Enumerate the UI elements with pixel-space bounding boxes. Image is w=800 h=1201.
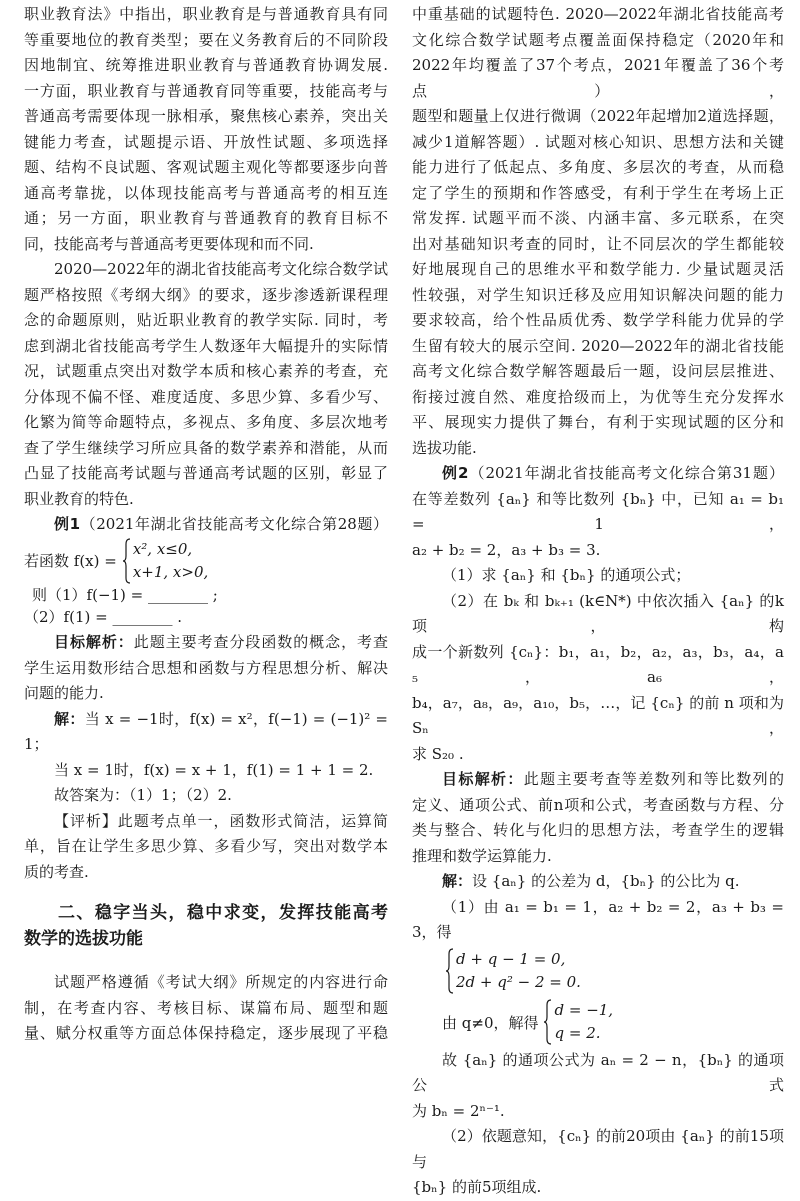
text-line xyxy=(412,206,784,232)
line-text: 当 x = −1时，f(x) = x²，f(−1) = (−1)² = 1； xyxy=(24,709,388,753)
text-line xyxy=(412,1124,784,1175)
text-line xyxy=(412,793,784,819)
line-text: 好地展现自己的思维水平和数学能力. 少量试题灵活 xyxy=(412,260,784,278)
text-line xyxy=(24,487,388,513)
text-line xyxy=(412,410,784,436)
text-line xyxy=(24,28,388,54)
text-line xyxy=(24,79,388,105)
paragraph xyxy=(412,1124,784,1201)
line-text: 念的命题原则，贴近职业教育的教学实际. 同时，考 xyxy=(24,311,388,329)
line-text: 减少1道解答题）. 试题对核心知识、思想方法和关键 xyxy=(412,132,784,151)
line-text: 此题主要考查分段函数的概念，考查 xyxy=(133,633,388,651)
text-line xyxy=(24,206,388,232)
text-line xyxy=(24,308,388,334)
example-title xyxy=(412,461,784,487)
paragraph xyxy=(24,970,388,1047)
line-text: 查了学生继续学习所应具备的数学素养和潜能，从而 xyxy=(24,438,388,457)
text-line xyxy=(412,844,784,870)
text-line xyxy=(24,385,388,411)
formula-suffix: 则（1）f(−1) = ________ ; xyxy=(32,585,218,604)
formula-case: d = −1, xyxy=(554,1001,614,1019)
text-line xyxy=(24,181,388,207)
text-line xyxy=(24,834,388,860)
line-text: 数学的选拔功能 xyxy=(24,928,143,949)
text-line xyxy=(24,512,388,538)
line-text: （2）依题意知，{cₙ} 的前20项由 {aₙ} 的前15项与 xyxy=(412,1127,784,1171)
formula-cases xyxy=(554,999,613,1045)
paragraph xyxy=(412,563,784,589)
line-text: 出对基础知识考查的同时，让不同层次的学生都能较 xyxy=(412,234,784,253)
paragraph xyxy=(24,257,388,512)
line-text: 平、展现实力提供了舞台，有利于实现试题的区分和 xyxy=(412,413,784,431)
line-text: 生留有较大的展示空间. 2020—2022年的湖北省技能 xyxy=(412,336,784,355)
text-line xyxy=(412,1048,784,1099)
text-line xyxy=(412,436,784,462)
line-text: （2）在 bₖ 和 bₖ₊₁ (k∈N*) 中依次插入 {aₙ} 的k项，构 xyxy=(412,591,784,635)
text-line xyxy=(24,53,388,79)
text-line xyxy=(24,809,388,835)
text-line xyxy=(24,283,388,309)
line-text: 虑到湖北省技能高考学生人数逐年大幅提升的实际情 xyxy=(24,336,388,355)
line-text: 题型和题量上仅进行微调（2022年起增加2道选择题， xyxy=(412,107,784,125)
text-line xyxy=(24,860,388,886)
text-line xyxy=(412,53,784,104)
line-text: 故 {aₙ} 的通项公式为 aₙ = 2 − n，{bₙ} 的通项公式 xyxy=(412,1050,784,1094)
formula-prefix: 若函数 f(x) = xyxy=(24,552,117,570)
text-line xyxy=(412,28,784,54)
text-line xyxy=(412,130,784,156)
formula-case: x+1, x>0, xyxy=(132,562,209,581)
formula-case: x², x≤0, xyxy=(132,539,193,558)
text-line xyxy=(24,901,388,927)
paragraph xyxy=(24,630,388,707)
text-line xyxy=(24,359,388,385)
line-text: 试题严格遵循《考试大纲》所规定的内容进行命 xyxy=(54,973,388,991)
formula-cases xyxy=(456,948,581,994)
line-text: 能力进行了低起点、多角度、多层次的考查，从而稳 xyxy=(412,158,784,176)
equation-system xyxy=(412,946,784,997)
right-column xyxy=(412,2,784,1201)
example-title xyxy=(24,512,388,538)
line-text: 文化综合数学试题考点覆盖面保持稳定（2020年和 xyxy=(412,30,784,49)
line-text: 类与整合、转化与化归的思想方法，考查学生的逻辑 xyxy=(412,821,784,839)
text-line xyxy=(412,487,784,538)
brace-icon xyxy=(543,999,552,1045)
text-line xyxy=(24,927,388,953)
brace-icon xyxy=(445,948,454,994)
line-text: 职业教育的特色. xyxy=(24,489,134,508)
line-text: 因地制宜、统筹推进职业教育与普通教育协调发展. xyxy=(24,56,388,74)
line-text: 通高考靠拢，以体现技能高考与普通高考的相互连 xyxy=(24,183,388,202)
text-line xyxy=(412,589,784,640)
text-line xyxy=(24,681,388,707)
line-text: 选拔功能. xyxy=(412,438,477,457)
line-text: b₄，a₇，a₈，a₉，a₁₀，b₅，…，记 {cₙ} 的前 n 项和为 Sₙ， xyxy=(412,693,784,737)
text-line xyxy=(412,385,784,411)
line-text: 通；另一方面，职业教育与普通教育的教育目标不 xyxy=(24,209,388,227)
paragraph xyxy=(24,758,388,784)
line-text: 求 S₂₀ . xyxy=(412,744,464,763)
text-line xyxy=(412,895,784,946)
line-text: 化繁为简等命题特点，多视点、多角度、多层次地考 xyxy=(24,413,388,431)
line-text: 常发挥. 试题平而不淡、内涵丰富、多元联系，在突 xyxy=(412,209,784,227)
line-text: 题、结构不良试题、客观试题主观化等都要逐步向普 xyxy=(24,158,388,176)
text-line xyxy=(24,630,388,656)
text-line xyxy=(412,2,784,28)
line-text: 一方面，职业教育与普通教育同等重要，技能高考与 xyxy=(24,81,388,100)
brace-icon xyxy=(122,538,131,584)
paragraph xyxy=(412,895,784,946)
text-line xyxy=(24,656,388,682)
text-line xyxy=(412,563,784,589)
line-text: 定义、通项公式、前n项和公式，考查函数与方程、分 xyxy=(412,795,784,814)
text-line xyxy=(412,461,784,487)
line-text: 为 bₙ = 2ⁿ⁻¹. xyxy=(412,1101,505,1120)
formula-case: d + q − 1 = 0, xyxy=(456,950,566,968)
text-line xyxy=(24,2,388,28)
line-text: 定了学生的预期和作答感受，有利于学生在考场上正 xyxy=(412,183,784,202)
section-heading xyxy=(24,901,388,952)
line-text: （2）f(1) = ________ . xyxy=(24,607,182,626)
line-text: 2020—2022年的湖北省技能高考文化综合数学试 xyxy=(54,260,388,278)
paragraph xyxy=(412,869,784,895)
bold-label: 解： xyxy=(442,872,473,890)
paragraph xyxy=(412,487,784,564)
line-text: 【评析】此题考点单一，函数形式简洁，运算简 xyxy=(54,811,388,830)
line-text: 当 x = 1时，f(x) = x + 1，f(1) = 1 + 1 = 2. xyxy=(54,760,374,779)
text-line xyxy=(412,538,784,564)
text-line xyxy=(24,605,388,631)
line-text: （2021年湖北省技能高考文化综合第28题） xyxy=(80,515,389,533)
paragraph xyxy=(412,1048,784,1125)
text-line xyxy=(412,869,784,895)
line-text: 性较强，对学生知识迁移及应用知识解决问题的能力 xyxy=(412,285,784,304)
line-text: 凸显了技能高考试题与普通高考试题的区别，彰显了 xyxy=(24,464,388,482)
line-text: 等重要地位的教育类型；要在义务教育后的不同阶段 xyxy=(24,30,388,49)
line-text: 同，技能高考与普通高考更要体现和而不同. xyxy=(24,234,314,253)
text-line xyxy=(24,783,388,809)
text-line xyxy=(24,461,388,487)
bold-label: 解： xyxy=(54,709,85,728)
text-line xyxy=(24,334,388,360)
line-text: 学生运用数形结合思想和函数与方程思想分析、解决 xyxy=(24,658,388,677)
line-text: （1）求 {aₙ} 和 {bₙ} 的通项公式； xyxy=(442,566,691,584)
line-text: {bₙ} 的前5项组成. xyxy=(412,1178,542,1196)
line-text: 衔接过渡自然、难度拾级而上，为优等生充分发挥水 xyxy=(412,387,784,406)
bold-label: 目标解析： xyxy=(54,633,134,651)
text-line xyxy=(24,257,388,283)
line-text: 此题主要考查等差数列和等比数列的 xyxy=(523,770,784,788)
text-line xyxy=(412,232,784,258)
text-line xyxy=(24,104,388,130)
text-line xyxy=(412,257,784,283)
text-line xyxy=(412,1099,784,1125)
piecewise-function xyxy=(24,538,388,605)
paragraph xyxy=(24,2,388,257)
line-text: 2022年均覆盖了37个考点，2021年覆盖了36个考点）， xyxy=(412,56,784,100)
text-line xyxy=(412,104,784,130)
equation-system xyxy=(412,997,784,1048)
text-line xyxy=(412,308,784,334)
formula-cases xyxy=(133,538,208,584)
text-line xyxy=(412,359,784,385)
line-text: 要求较高，给个性品质优秀、数学学科能力优异的学 xyxy=(412,311,784,329)
text-line xyxy=(412,1175,784,1201)
bold-label: 目标解析： xyxy=(442,770,524,788)
line-text: 高考文化综合数学解答题最后一题，设问层层推进、 xyxy=(412,362,784,380)
text-line xyxy=(24,155,388,181)
line-text: 制，在考查内容、考核目标、谋篇布局、题型和题 xyxy=(24,998,388,1017)
line-text: 题严格按照《考纲大纲》的要求，逐步渗透新课程理 xyxy=(24,285,388,304)
line-text: （1）由 a₁ = b₁ = 1，a₂ + b₂ = 2，a₃ + b₃ = 3，得 xyxy=(412,897,784,941)
paragraph xyxy=(412,589,784,768)
bold-label: 例2 xyxy=(442,464,469,482)
formula-case: 2d + q² − 2 = 0. xyxy=(456,973,581,991)
paragraph xyxy=(24,783,388,809)
line-text: 设 {aₙ} 的公差为 d，{bₙ} 的公比为 q. xyxy=(472,872,740,890)
line-text: 故答案为：（1）1；（2）2. xyxy=(54,786,232,804)
text-line xyxy=(412,334,784,360)
paragraph xyxy=(24,707,388,758)
paragraph xyxy=(412,767,784,869)
line-text: 中重基础的试题特色. 2020—2022年湖北省技能高考 xyxy=(412,5,784,23)
line-text: 二、稳字当头，稳中求变，发挥技能高考 xyxy=(58,903,388,923)
line-text: 分体现不偏不怪、难度适度、多思少算、多看少写、 xyxy=(24,387,388,406)
text-line xyxy=(412,818,784,844)
text-line xyxy=(412,155,784,181)
text-line xyxy=(412,640,784,691)
formula-prefix: 由 q≠0，解得 xyxy=(442,1013,539,1032)
text-line xyxy=(24,996,388,1022)
line-text: 职业教育法》中指出，职业教育是与普通教育具有同 xyxy=(24,5,388,23)
line-text: 在等差数列 {aₙ} 和等比数列 {bₙ} 中，已知 a₁ = b₁ = 1， xyxy=(412,489,784,533)
line-text: a₂ + b₂ = 2，a₃ + b₃ = 3. xyxy=(412,540,601,559)
bold-label: 例1 xyxy=(54,515,81,533)
line-text: 质的考查. xyxy=(24,862,89,881)
text-line xyxy=(412,691,784,742)
paragraph xyxy=(24,809,388,886)
line-text: 键能力考查，试题提示语、开放性试题、多项选择 xyxy=(24,132,388,151)
text-line xyxy=(24,707,388,758)
text-line xyxy=(24,970,388,996)
line-text: 问题的能力. xyxy=(24,684,104,702)
text-line xyxy=(24,1021,388,1047)
text-line xyxy=(24,410,388,436)
line-text: 况，试题重点突出对数学本质和核心素养的考查，充 xyxy=(24,362,388,380)
text-line xyxy=(412,742,784,768)
formula-case: q = 2. xyxy=(554,1024,601,1042)
text-line xyxy=(412,181,784,207)
text-line xyxy=(24,758,388,784)
line-text: 量、赋分权重等方面总体保持稳定，逐步展现了平稳 xyxy=(24,1024,388,1042)
text-line xyxy=(412,767,784,793)
line-text: （2021年湖北省技能高考文化综合第31题） xyxy=(468,464,784,482)
text-line xyxy=(24,130,388,156)
line-text: 成一个新数列 {cₙ}：b₁，a₁，b₂，a₂，a₃，b₃，a₄，a₅，a₆， xyxy=(412,642,784,686)
line-text: 普通高考需要体现一脉相承，聚焦核心素养，突出关 xyxy=(24,107,388,125)
line-text: 推理和数学运算能力. xyxy=(412,846,552,865)
text-line xyxy=(24,232,388,258)
left-column xyxy=(24,2,388,1047)
line-text: 单，旨在让学生多思少算、多看少写，突出对数学本 xyxy=(24,837,388,855)
paragraph xyxy=(412,2,784,461)
text-line xyxy=(24,436,388,462)
paragraph xyxy=(24,605,388,631)
text-line xyxy=(412,283,784,309)
